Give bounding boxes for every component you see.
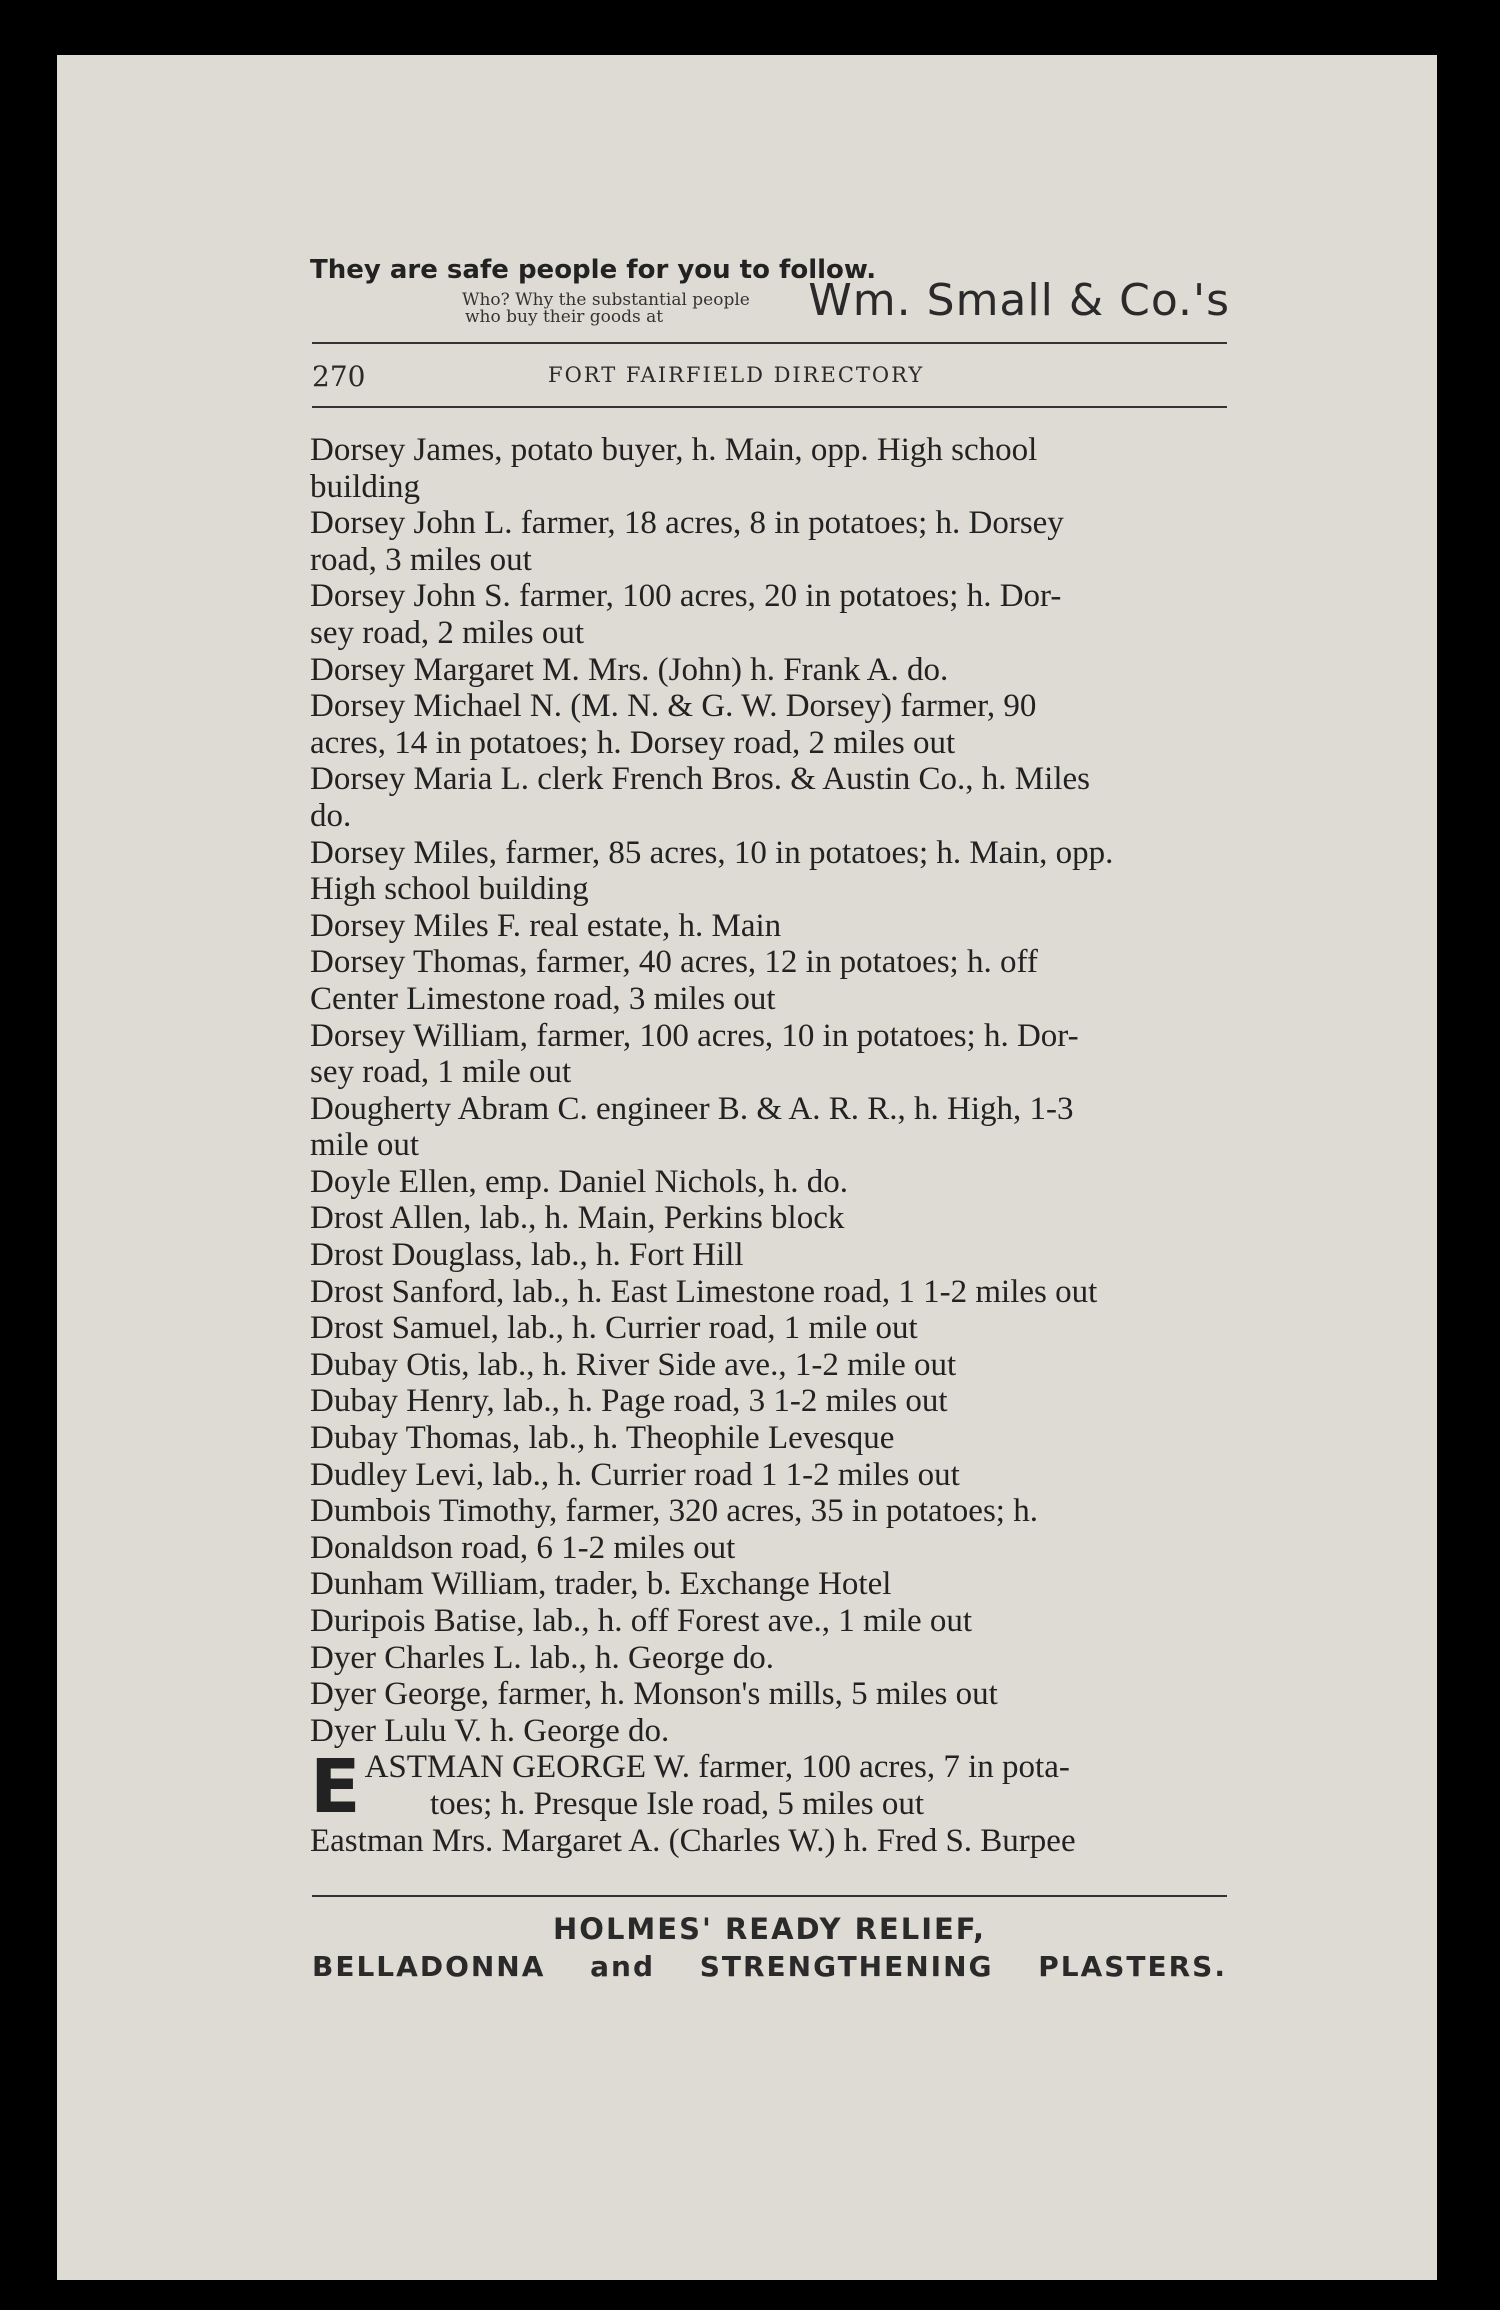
entry-continuation: Center Limestone road, 3 miles out [310, 980, 776, 1017]
entry-text: Dorsey Miles, farmer, 85 acres, 10 in potatoes; h. Main, opp. [310, 834, 1114, 871]
footer-rule [312, 1895, 1227, 1897]
entry-continuation: mile out [310, 1127, 420, 1164]
header-advertisement [310, 255, 1230, 350]
section-start-entry [310, 1744, 1230, 1831]
entry-text: Duripois Batise, lab., h. off Forest ave., 1 mile out [310, 1603, 973, 1639]
footer-ad-line-2: BELLADONNA and STRENGTHENING PLASTERS. [312, 1950, 1227, 1983]
entry-text: Dubay Otis, lab., h. River Side ave., 1-2 mile out [310, 1346, 957, 1383]
entry-text: Dorsey Thomas, farmer, 40 acres, 12 in potatoes; h. off [310, 944, 1038, 981]
ad-subline-1: Who? Why the substantial people [462, 290, 750, 310]
directory-entry [310, 432, 1230, 505]
directory-entry [310, 652, 1230, 689]
entry-text: Eastman Mrs. Margaret A. (Charles W.) h. Fred S. Burpee [310, 1822, 1076, 1859]
entry-text: Dorsey Maria L. clerk French Bros. & Austin Co., h. Miles [310, 761, 1090, 798]
entry-text: Dubay Henry, lab., h. Page road, 3 1-2 miles out [310, 1383, 948, 1420]
directory-entry [310, 761, 1230, 834]
directory-entry [310, 1640, 1230, 1677]
entry-continuation: road, 3 miles out [310, 541, 532, 578]
ad-headline: They are safe people for you to follow. [310, 255, 877, 285]
entry-continuation: Donaldson road, 6 1-2 miles out [310, 1529, 736, 1566]
entry-text: Dorsey James, potato buyer, h. Main, opp. High school [310, 432, 1038, 468]
directory-entry [310, 1347, 1230, 1384]
entry-continuation: acres, 14 in potatoes; h. Dorsey road, 2 miles out [310, 724, 956, 761]
entry-text: Drost Samuel, lab., h. Currier road, 1 mile out [310, 1310, 918, 1347]
entry-text: Dyer Charles L. lab., h. George do. [310, 1639, 775, 1676]
footer-ad-line-1: HOLMES' READY RELIEF, [553, 1912, 986, 1946]
directory-entry [310, 1018, 1230, 1091]
running-head-title: FORT FAIRFIELD DIRECTORY [548, 363, 925, 387]
entry-text: Doyle Ellen, emp. Daniel Nichols, h. do. [310, 1163, 848, 1200]
entry-text: Drost Sanford, lab., h. East Limestone road, 1 1-2 miles out [310, 1273, 1098, 1310]
directory-entry [310, 944, 1230, 1017]
directory-entry [310, 1603, 1230, 1640]
directory-entry [310, 1310, 1230, 1347]
footer-advertisement [312, 1912, 1227, 1983]
ad-subline-2: who buy their goods at [465, 307, 664, 327]
directory-entry [310, 1823, 1230, 1860]
directory-entry [310, 1493, 1230, 1566]
entry-continuation: sey road, 1 mile out [310, 1054, 572, 1091]
entry-continuation: sey road, 2 miles out [310, 614, 585, 651]
entry-text: Dumbois Timothy, farmer, 320 acres, 35 in potatoes; h. [310, 1493, 1038, 1530]
drop-initial: E [310, 1744, 361, 1831]
entry-text: Dorsey Margaret M. Mrs. (John) h. Frank A. do. [310, 651, 949, 688]
entry-text: Drost Allen, lab., h. Main, Perkins block [310, 1200, 845, 1237]
directory-entry [310, 1713, 1230, 1750]
entry-text: Dudley Levi, lab., h. Currier road 1 1-2 miles out [310, 1456, 960, 1493]
directory-entry [310, 505, 1230, 578]
entry-text: Dorsey John L. farmer, 18 acres, 8 in potatoes; h. Dorsey [310, 505, 1064, 542]
directory-entry [310, 688, 1230, 761]
entry-text: Dougherty Abram C. engineer B. & A. R. R., h. High, 1-3 [310, 1090, 1074, 1127]
directory-entry [310, 1091, 1230, 1164]
entry-text: Dorsey William, farmer, 100 acres, 10 in potatoes; h. Dor- [310, 1017, 1079, 1054]
directory-entry [310, 578, 1230, 651]
directory-entry [310, 1676, 1230, 1713]
entry-text: Dorsey Michael N. (M. N. & G. W. Dorsey) farmer, 90 [310, 688, 1037, 725]
page-number: 270 [312, 360, 366, 393]
entry-text: Dorsey Miles F. real estate, h. Main [310, 907, 782, 944]
directory-entry [310, 1383, 1230, 1420]
entry-continuation: toes; h. Presque Isle road, 5 miles out [430, 1785, 925, 1822]
entry-continuation: High school building [310, 871, 589, 908]
entry-text: Dyer Lulu V. h. George do. [310, 1712, 670, 1749]
directory-entry [310, 908, 1230, 945]
directory-entry [310, 1200, 1230, 1237]
directory-entries [310, 432, 1230, 1859]
entry-text: ASTMAN GEORGE W. farmer, 100 acres, 7 in pota- [364, 1749, 1070, 1786]
directory-entry [310, 1274, 1230, 1311]
ad-brand: Wm. Small & Co.'s [808, 275, 1230, 326]
directory-entry [310, 835, 1230, 908]
entry-continuation: building [310, 468, 421, 505]
entry-text: Dyer George, farmer, h. Monson's mills, 5 miles out [310, 1676, 998, 1713]
entry-text: Drost Douglass, lab., h. Fort Hill [310, 1237, 744, 1274]
entry-continuation: do. [310, 797, 352, 834]
header-rule [312, 342, 1227, 344]
directory-entry [310, 1237, 1230, 1274]
entry-text: Dorsey John S. farmer, 100 acres, 20 in potatoes; h. Dor- [310, 578, 1062, 615]
directory-entry [310, 1420, 1230, 1457]
entry-text: Dubay Thomas, lab., h. Theophile Levesque [310, 1420, 895, 1457]
entry-text: Dunham William, trader, b. Exchange Hotel [310, 1566, 892, 1603]
directory-entry [310, 1566, 1230, 1603]
running-head-rule [312, 406, 1227, 408]
directory-entry [310, 1164, 1230, 1201]
directory-entry [310, 1457, 1230, 1494]
